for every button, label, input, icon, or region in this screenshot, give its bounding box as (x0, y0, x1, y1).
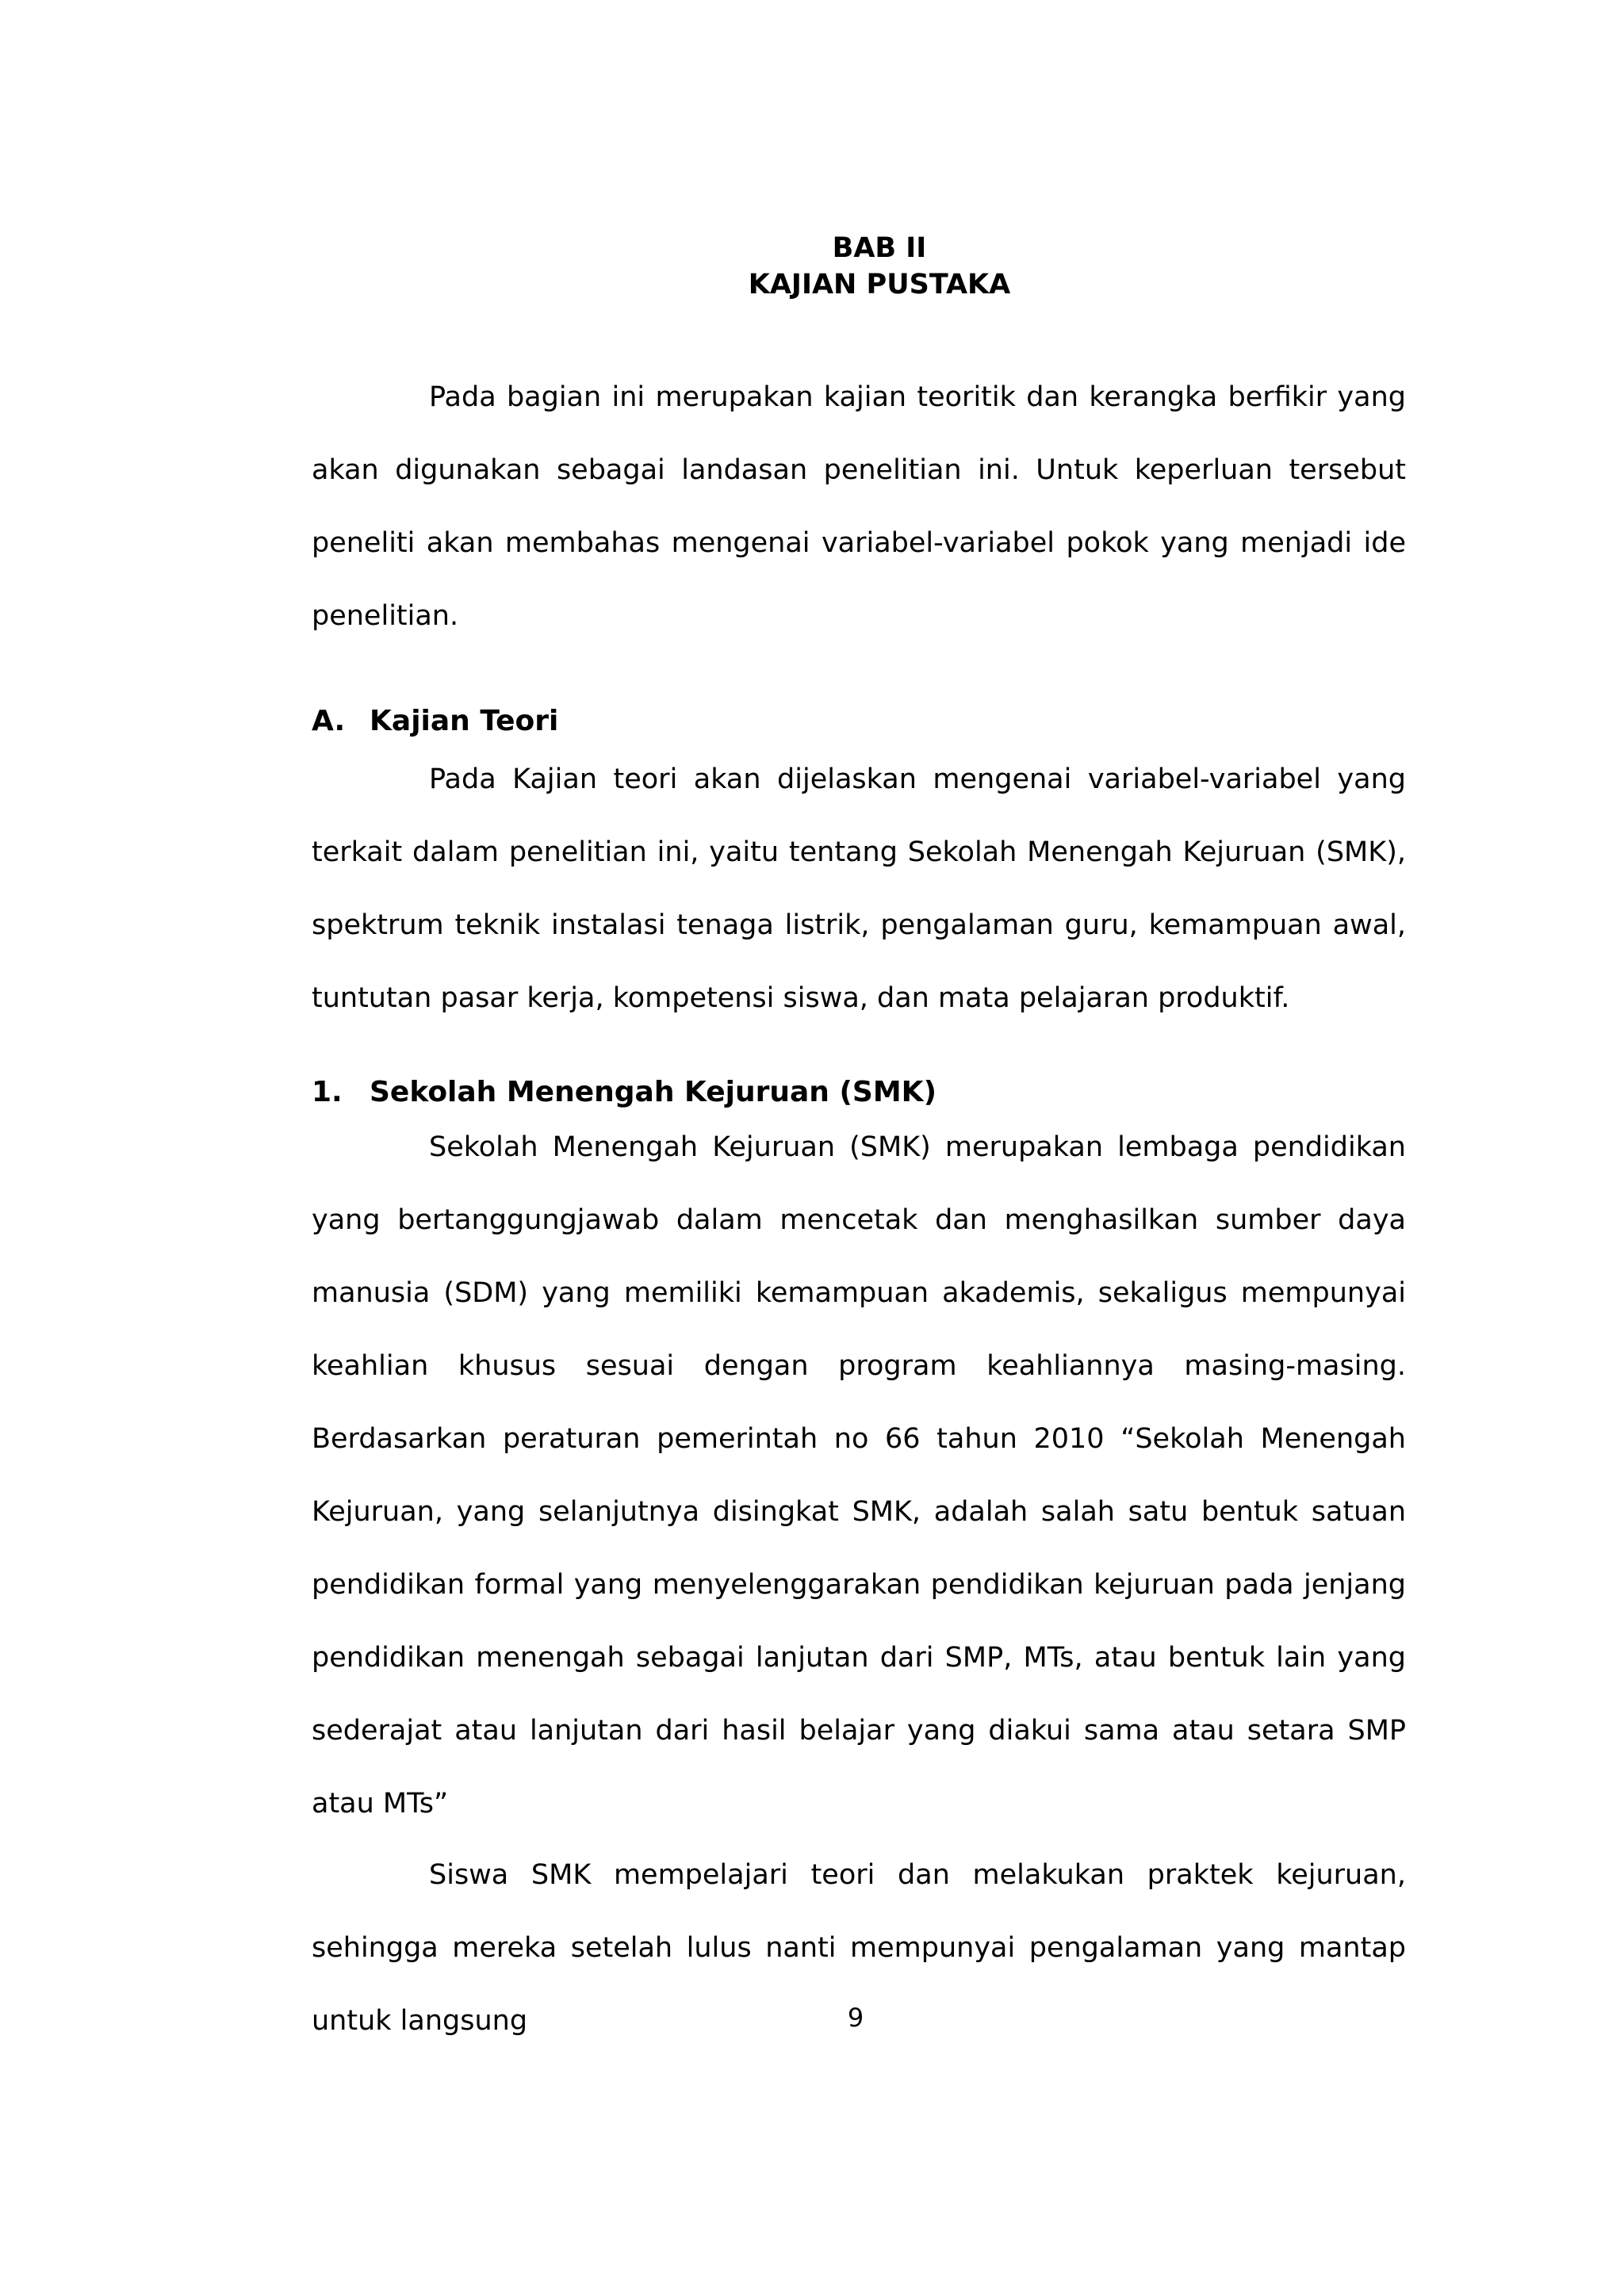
page-number-value: 9 (847, 2003, 864, 2033)
page-number (0, 2002, 1624, 2034)
section-heading-kajian-teori (312, 703, 558, 740)
chapter-heading (0, 230, 1624, 303)
smk-paragraph-2: Siswa SMK mempelajari teori dan melakukan praktek kejuruan, sehingga mereka setelah lulus nanti mempunyai pengalaman yang mantap untuk langsung (312, 1859, 1406, 2037)
kajian-teori-paragraph: Pada Kajian teori akan dijelaskan mengenai variabel-variabel yang terkait dalam penelitian ini, yaitu tentang Sekolah Menengah Kejuruan (SMK), spektrum teknik instalasi tenaga listrik, pengalaman guru, kemampuan awal, tuntutan pasar kerja, kompetensi siswa, dan mata pelajaran produktif. (312, 763, 1406, 1014)
section-number: A. (312, 705, 346, 737)
subsection-title: Sekolah Menengah Kejuruan (SMK) (370, 1076, 937, 1108)
subsection-number: 1. (312, 1076, 343, 1108)
intro-paragraph: Pada bagian ini merupakan kajian teoritik dan kerangka berfikir yang akan digunakan sebagai landasan penelitian ini. Untuk keperluan tersebut peneliti akan membahas mengenai variabel-variabel pokok yang menjadi ide penelitian. (312, 381, 1406, 632)
section-title: Kajian Teori (370, 705, 559, 737)
smk-paragraph-1: Sekolah Menengah Kejuruan (SMK) merupakan lembaga pendidikan yang bertanggungjawab dalam mencetak dan menghasilkan sumber daya manusia (SDM) yang memiliki kemampuan akademis, sekaligus mempunyai keahlian khusus sesuai dengan program keahliannya masing-masing. Berdasarkan peraturan pemerintah no 66 tahun 2010 “Sekolah Menengah Kejuruan, yang selanjutnya disingkat SMK, adalah salah satu bentuk satuan pendidikan formal yang menyelenggarakan pendidikan kejuruan pada jenjang pendidikan menengah sebagai lanjutan dari SMP, MTs, atau bentuk lain yang sederajat atau lanjutan dari hasil belajar yang diakui sama atau setara SMP atau MTs” (312, 1131, 1406, 1820)
chapter-title: KAJIAN PUSTAKA (748, 269, 1011, 300)
subsection-heading-smk (312, 1074, 936, 1111)
chapter-number: BAB II (832, 232, 927, 264)
